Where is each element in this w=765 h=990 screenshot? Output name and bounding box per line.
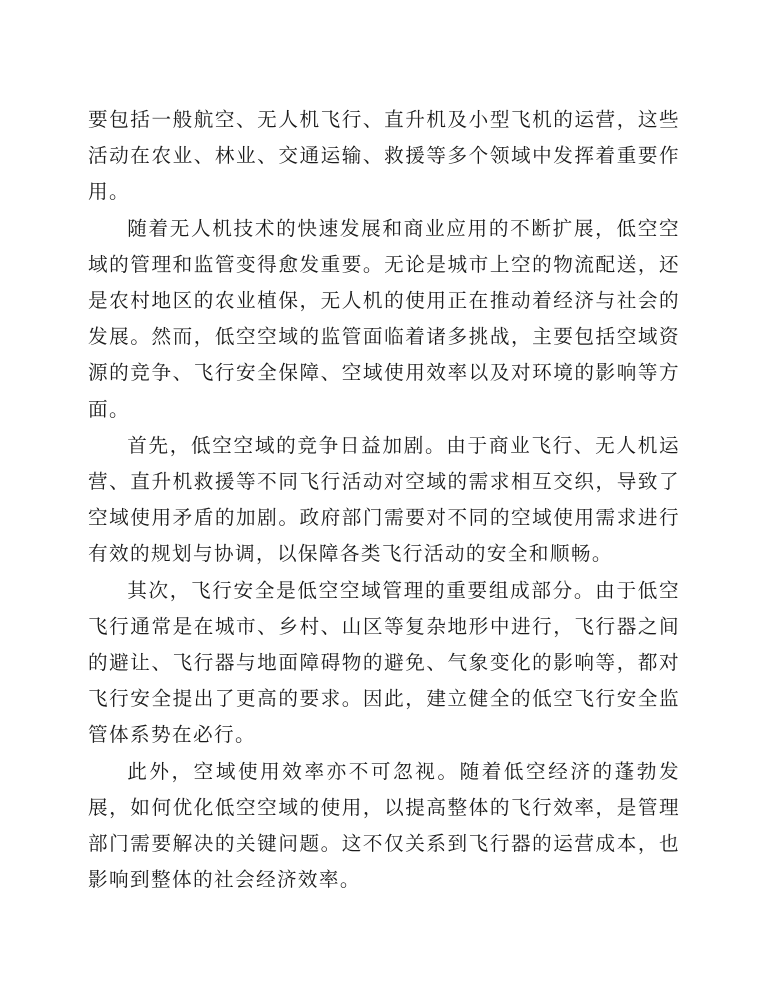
document-page <box>88 102 680 898</box>
paragraph-low-altitude-management: 随着无人机技术的快速发展和商业应用的不断扩展，低空空域的管理和监管变得愈发重要。无论是城市上空的物流配送，还是农村地区的农业植保，无人机的使用正在推动着经济与社会的发展。然而，低空空域的监管面临着诸多挑战，主要包括空域资源的竞争、飞行安全保障、空域使用效率以及对环境的影响等方面。 <box>88 216 680 421</box>
paragraph-airspace-competition: 首先，低空空域的竞争日益加剧。由于商业飞行、无人机运营、直升机救援等不同飞行活动对空域的需求相互交织，导致了空域使用矛盾的加剧。政府部门需要对不同的空域使用需求进行有效的规划与协调，以保障各类飞行活动的安全和顺畅。 <box>88 433 680 566</box>
paragraph-flight-safety: 其次，飞行安全是低空空域管理的重要组成部分。由于低空飞行通常是在城市、乡村、山区等复杂地形中进行，飞行器之间的避让、飞行器与地面障碍物的避免、气象变化的影响等，都对飞行安全提出了更高的要求。因此，建立健全的低空飞行安全监管体系势在必行。 <box>88 578 680 747</box>
paragraph-continuation: 要包括一般航空、无人机飞行、直升机及小型飞机的运营，这些活动在农业、林业、交通运输、救援等多个领域中发挥着重要作用。 <box>88 108 680 204</box>
paragraph-airspace-efficiency: 此外，空域使用效率亦不可忽视。随着低空经济的蓬勃发展，如何优化低空空域的使用，以提高整体的飞行效率，是管理部门需要解决的关键问题。这不仅关系到飞行器的运营成本，也影响到整体的社会经济效率。 <box>88 759 680 892</box>
